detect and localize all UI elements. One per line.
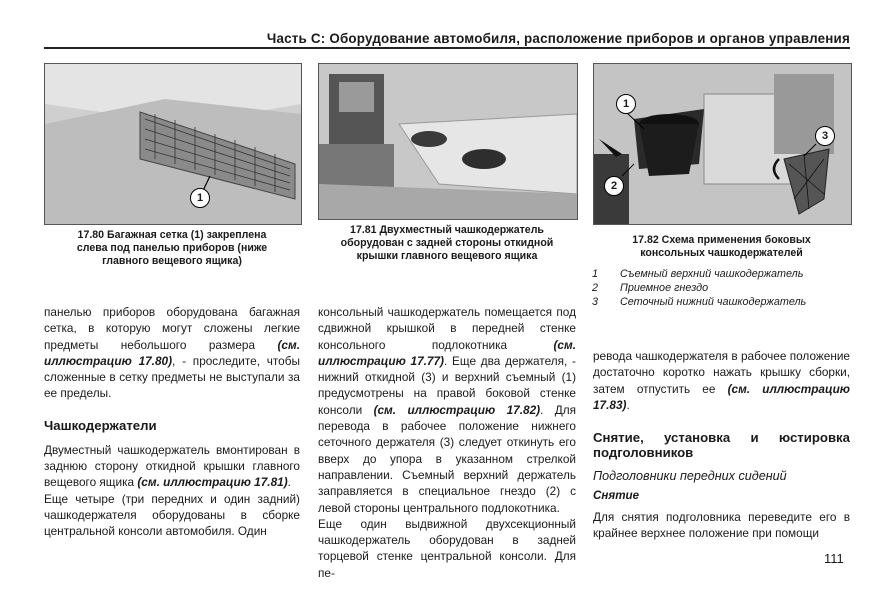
text-column-3 (593, 348, 850, 541)
figure-reference: (см. иллюстрацию 17.83) (593, 381, 851, 412)
paragraph (44, 304, 300, 402)
legend-item (592, 281, 806, 295)
text: . (626, 397, 630, 412)
legend-text: Сеточный нижний чашкодержатель (620, 296, 807, 309)
text: , - проследите, чтобы сложенные в сетку предметы не выступали за ее пределы. (44, 353, 300, 401)
text: консольный чашкодержатель помещается под сдвижной крышкой в передней стенке консольного подлокотника (318, 305, 576, 352)
legend-number: 1 (592, 268, 599, 280)
paragraph (44, 442, 300, 491)
legend-text: Приемное гнездо (620, 282, 709, 295)
subsection-heading: Подголовники передних сидений (593, 469, 787, 484)
figure-17-81-caption (318, 224, 576, 263)
subsubsection-heading: Снятие (593, 489, 640, 503)
text: . Для перевода в рабочее положение нижнего сеточного держателя (3) следует откинуть его вверх до упора в указанном стрелкой направлении. Съемный верхний держатель заправляется в специальное гнездо (2) с левой стороны центрального подлокотника. (318, 402, 576, 515)
legend-item (592, 295, 806, 309)
text: . Еще два держателя, - нижний откидной (3) и верхний съемный (1) предусмотрены на правой боковой стенке консоли (318, 353, 576, 417)
caption-line: слева под панелью приборов (ниже (76, 242, 268, 254)
text: панелью приборов оборудована багажная сетка, в которую могут сложены легкие предметы небольшого размера (44, 305, 300, 352)
figure-17-82-legend (592, 267, 806, 310)
caption-line: 17.81 Двухместный чашкодержатель (350, 224, 544, 236)
caption-line: 17.80 Багажная сетка (1) закреплена (77, 229, 267, 241)
figure-17-80-caption (52, 229, 292, 268)
paragraph (318, 304, 576, 516)
callout-2-marker: 2 (604, 176, 624, 196)
legend-item (592, 267, 806, 281)
figure-17-81-photo (318, 63, 578, 220)
page-number: 111 (824, 551, 844, 566)
caption-line: оборудован с задней стороны откидной (340, 237, 554, 249)
paragraph: Еще четыре (три передних и один задний) чашкодержателя оборудованы в сборке центральной консоли автомобиля. Один (44, 491, 300, 539)
figure-reference: (см. иллюстрацию 17.81) (137, 475, 288, 490)
text: Двуместный чашкодержатель вмонтирован в заднюю сторону откидной крышки главного вещевого ящика (44, 442, 300, 490)
figure-reference: (см. иллюстрацию 17.77) (318, 337, 576, 368)
legend-number: 2 (592, 282, 599, 295)
figure-17-82-photo (593, 63, 852, 225)
figure-reference: (см. иллюстрацию 17.80) (44, 337, 300, 368)
legend-text: Съемный верхний чашкодержатель (620, 268, 804, 280)
header-rule (44, 47, 850, 49)
paragraph: Для снятия подголовника переведите его в крайнее верхнее положение при помощи (593, 509, 850, 541)
paragraph (593, 348, 850, 413)
text: ревода чашкодержателя в рабочее положение достаточно коротко нажать крышку сборки, затем отпустить ее (593, 349, 850, 396)
text-column-2 (318, 304, 576, 581)
callout-1-marker: 1 (190, 188, 210, 208)
section-heading: Чашкодержатели (44, 417, 157, 433)
figure-reference: (см. иллюстрацию 17.82) (373, 402, 541, 417)
legend-number: 3 (592, 296, 599, 309)
caption-line: консольных чашкодержателей (640, 247, 803, 259)
text: . (287, 475, 291, 490)
text-column-1 (44, 304, 300, 540)
section-heading: Снятие, установка и юстировка подголовников (593, 430, 850, 461)
caption-line: главного вещевого ящика) (102, 255, 242, 267)
callout-1-marker: 1 (616, 94, 636, 114)
caption-line: крышки главного вещевого ящика (356, 250, 538, 262)
figure-17-80-photo (44, 63, 302, 225)
figure-17-82-caption (593, 234, 850, 260)
caption-line: 17.82 Схема применения боковых (632, 234, 811, 246)
callout-3-marker: 3 (815, 126, 835, 146)
page-header: Часть С: Оборудование автомобиля, расположение приборов и органов управления (266, 31, 850, 46)
paragraph: Еще один выдвижной двухсекционный чашкодержатель оборудован в задней торцевой стенке центральной консоли. Для пе- (318, 516, 576, 580)
